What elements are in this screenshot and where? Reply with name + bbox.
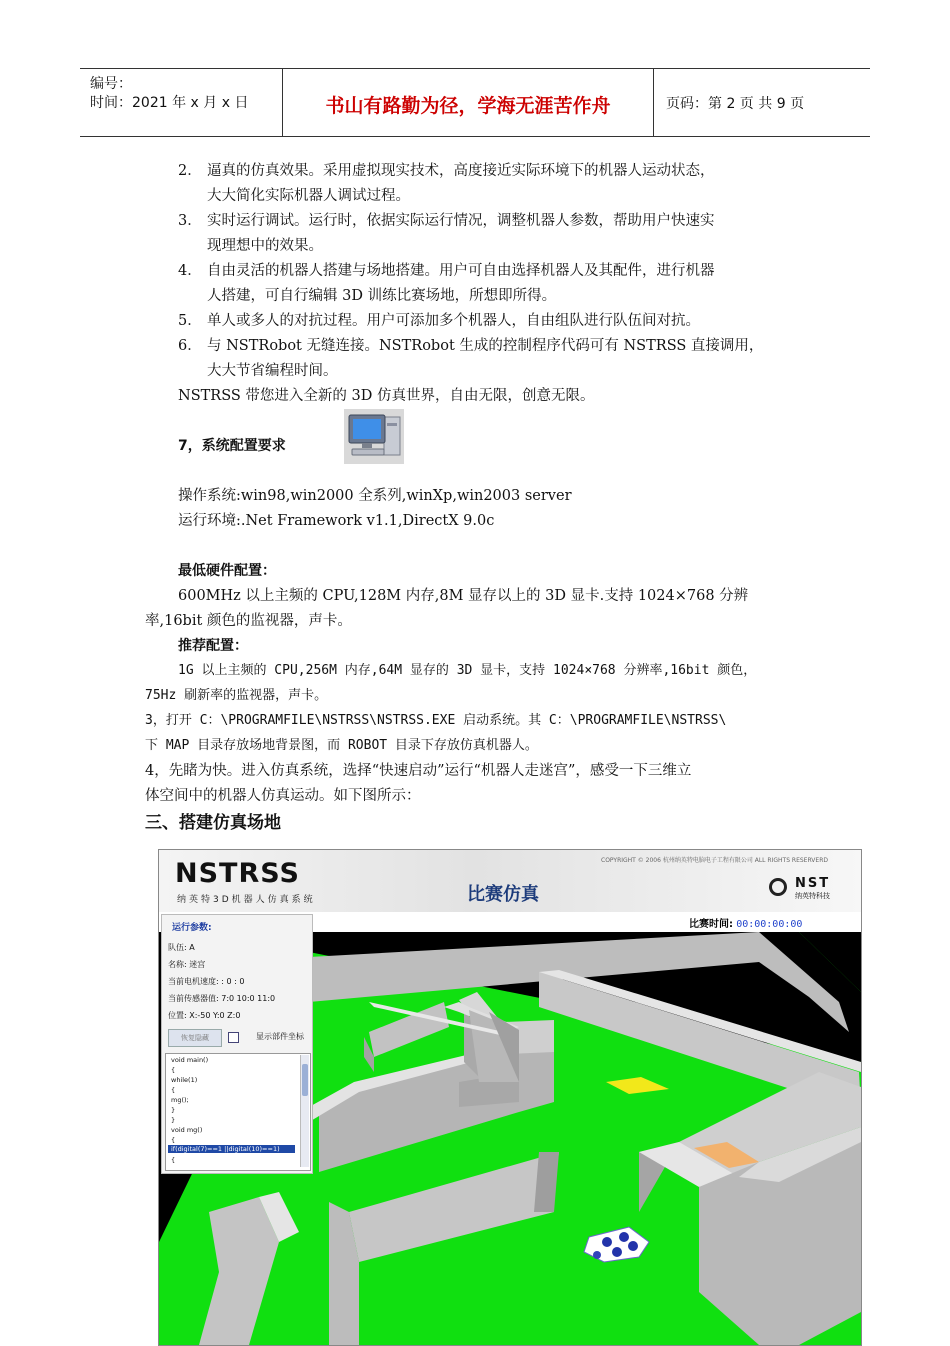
list-item-num: 6． <box>178 338 202 354</box>
brand-ring-icon <box>769 878 787 896</box>
list-item: 大大节省编程时间。 <box>207 363 338 379</box>
list-item-num: 3． <box>178 213 202 229</box>
copyright-text: COPYRIGHT © 2006 杭州纳英特电脑电子工程有限公司 ALL RIGHTS RESERVERD <box>601 857 828 864</box>
app-subtitle: 纳英特3D机器人仿真系统 <box>177 895 316 905</box>
match-time-value: 00:00:00:00 <box>736 919 803 930</box>
list-item: 单人或多人的对抗过程。用户可添加多个机器人，自由组队进行队伍间对抗。 <box>207 313 700 329</box>
config-heading: 7，系统配置要求 <box>178 438 286 454</box>
header-motto: 书山有路勤为径，学海无涯苦作舟 <box>283 69 654 136</box>
brand-logo <box>769 876 849 906</box>
param-team: 队伍: A <box>168 943 195 952</box>
brand-name: NST <box>795 876 831 891</box>
computer-icon <box>344 409 404 464</box>
code-line-selected: if(digital(7)==1 ||digital(10)==1) <box>168 1145 295 1153</box>
param-name: 名称: 迷宫 <box>168 960 206 969</box>
min-hardware-text: 600MHz 以上主频的 CPU,128M 内存,8M 显存以上的 3D 显卡.支持 1024×768 分辨 <box>178 588 749 604</box>
show-coords-checkbox[interactable] <box>228 1032 239 1043</box>
list-item: 现理想中的效果。 <box>207 238 323 254</box>
app-logo: NSTRSS <box>175 858 300 889</box>
simulator-screenshot <box>158 849 862 1346</box>
page-number: 页码：第 2 页 共 9 页 <box>666 96 805 112</box>
brand-name-cn: 纳英特科技 <box>795 892 830 900</box>
min-hardware-heading: 最低硬件配置： <box>178 563 276 579</box>
code-line: { <box>171 1066 176 1074</box>
doc-number-label: 编号： <box>90 76 132 92</box>
code-line: void main() <box>171 1056 209 1064</box>
app-banner <box>159 850 861 912</box>
code-line: { <box>171 1136 176 1144</box>
match-time <box>689 915 802 930</box>
list-item: 逼真的仿真效果。采用虚拟现实技术，高度接近实际环境下的机器人运动状态， <box>207 163 715 179</box>
list-item-num: 2． <box>178 163 202 179</box>
param-sensor: 当前传感器值: 7:0 10:0 11:0 <box>168 994 276 1003</box>
panel-title: 运行参数: <box>172 923 212 933</box>
list-item: 与 NSTRobot 无缝连接。NSTRobot 生成的控制程序代码可有 NSTRSS 直接调用， <box>207 338 764 354</box>
step-4-text: 4，先睹为快。进入仿真系统，选择“快速启动”运行“机器人走迷宫”，感受一下三维立 <box>145 763 692 779</box>
code-scrollbar-thumb[interactable] <box>302 1064 308 1096</box>
section-title: 三、搭建仿真场地 <box>145 813 281 833</box>
min-hardware-text: 率,16bit 颜色的监视器，声卡。 <box>145 613 352 629</box>
code-line: } <box>171 1116 176 1124</box>
env-requirement: 运行环境:.Net Framework v1.1,DirectX 9.0c <box>178 513 495 529</box>
code-line: } <box>171 1106 176 1114</box>
list-item: 实时运行调试。运行时，依据实际运行情况，调整机器人参数，帮助用户快速实 <box>207 213 715 229</box>
list-item-num: 5． <box>178 313 202 329</box>
step-3-text: 下 MAP 目录存放场地背景图，而 ROBOT 目录下存放仿真机器人。 <box>145 738 538 753</box>
header-meta <box>80 69 283 136</box>
match-time-label: 比赛时间: <box>689 919 733 930</box>
step-3-text: 3，打开 C：\PROGRAMFILE\NSTRSS\NSTRSS.EXE 启动系统。其 C：\PROGRAMFILE\NSTRSS\ <box>145 713 727 728</box>
param-position: 位置: X:-50 Y:0 Z:0 <box>168 1011 241 1020</box>
list-item: 大大简化实际机器人调试过程。 <box>207 188 410 204</box>
step-4-text: 体空间中的机器人仿真运动。如下图所示： <box>145 788 421 804</box>
list-item-num: 4． <box>178 263 202 279</box>
recommended-text: 1G 以上主频的 CPU,256M 内存,64M 显存的 3D 显卡，支持 1024×768 分辨率,16bit 颜色， <box>178 663 757 678</box>
code-line: { <box>171 1086 176 1094</box>
recommended-heading: 推荐配置： <box>178 638 248 654</box>
os-requirement: 操作系统:win98,win2000 全系列,winXp,win2003 server <box>178 488 572 504</box>
mode-title: 比赛仿真 <box>467 884 539 905</box>
param-motor-speed: 当前电机速度: : 0 : 0 <box>168 977 245 986</box>
page-header <box>80 68 870 137</box>
code-line: while(1) <box>171 1076 198 1084</box>
recommended-text: 75Hz 刷新率的监视器，声卡。 <box>145 688 328 703</box>
doc-date: 时间：2021 年 x 月 x 日 <box>90 95 249 111</box>
list-item: 人搭建，可自行编辑 3D 训练比赛场地，所想即所得。 <box>207 288 557 304</box>
show-coords-label: 显示部件坐标 <box>256 1032 304 1041</box>
code-view[interactable] <box>165 1053 311 1171</box>
code-line: mg(); <box>171 1096 189 1104</box>
run-params-panel <box>161 914 313 1174</box>
list-item: 自由灵活的机器人搭建与场地搭建。用户可自由选择机器人及其配件，进行机器 <box>207 263 715 279</box>
closing-text: NSTRSS 带您进入全新的 3D 仿真世界，自由无限，创意无限。 <box>178 388 595 404</box>
restore-hidden-button[interactable]: 恢复隐藏 <box>168 1029 222 1047</box>
code-line: void mg() <box>171 1126 203 1134</box>
code-line: { <box>171 1156 176 1164</box>
